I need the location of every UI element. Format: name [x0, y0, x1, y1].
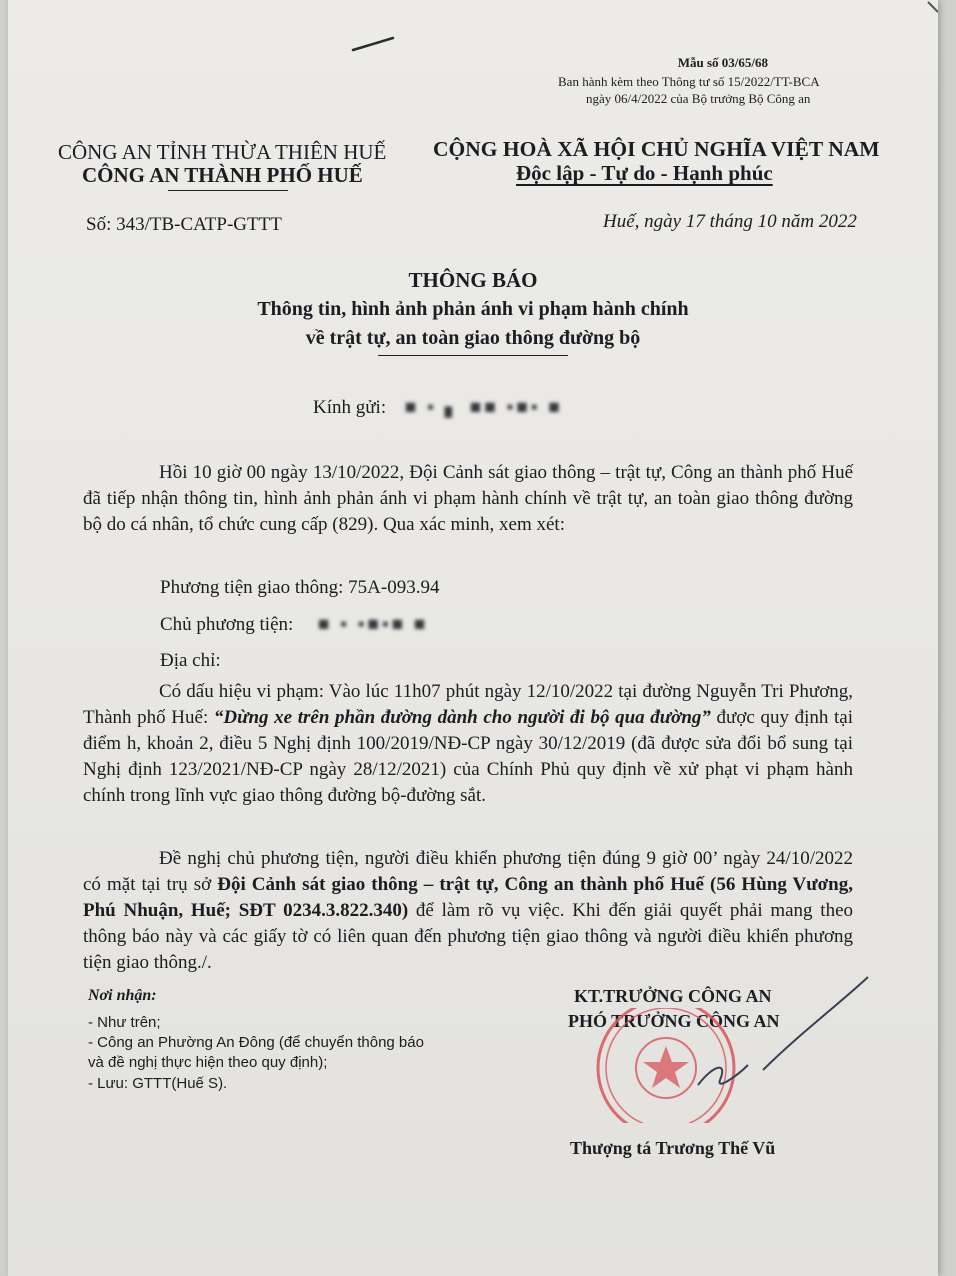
form-number: Mẫu số 03/65/68: [677, 55, 768, 70]
signature-authority-1: KT.TRƯỞNG CÔNG AN: [574, 986, 772, 1006]
recipient-name-redacted: ■ ▪ ▖ ■■ ▪■▪ ■: [404, 397, 563, 418]
summons-intro: Đề nghị chủ phương tiện, người điều khiển phương tiện đúng 9 giờ 00’ ngày 24/10/2022 có mặt tại trụ sở: [83, 848, 853, 895]
document-number: Số: 343/TB-CATP-GTTT: [86, 214, 282, 235]
pen-mark: [8, 0, 938, 80]
recipient-line: [313, 396, 563, 419]
document-subtitle-2: về trật tự, an toàn giao thông đường bộ: [305, 327, 641, 349]
summons-location: Đội Cảnh sát giao thông – trật tự, Công an thành phố Huế (56 Hùng Vương, Phú Nhuận, Huế; SĐT 0234.3.822.340): [83, 874, 853, 921]
title-underline: [378, 355, 568, 356]
summons-instructions: để làm rõ vụ việc. Khi đến giải quyết phải mang theo thông báo này và các giấy tờ có liên quan đến phương tiện giao thông và người điều khiển phương tiện giao thông./.: [83, 900, 853, 973]
recipients-item-2-cont: và đề nghị thực hiện theo quy định);: [88, 1054, 328, 1071]
form-issued-line-2: ngày 06/4/2022 của Bộ trưởng Bộ Công an: [586, 91, 811, 106]
agency-underline: [168, 190, 288, 191]
owner-line: [160, 614, 428, 636]
paragraph-intro-text: Hồi 10 giờ 00 ngày 13/10/2022, Đội Cảnh sát giao thông – trật tự, Công an thành phố Huế đã tiếp nhận thông tin, hình ảnh phản ánh vi phạm hành chính về trật tự, an toàn giao thông đường bộ do cá nhân, tổ chức cung cấp (829). Qua xác minh, xem xét:: [83, 462, 853, 535]
violation-intro: Có dấu hiệu vi phạm: Vào lúc 11h07 phút ngày 12/10/2022 tại đường Nguyễn Tri Phương, Thành phố Huế:: [83, 681, 853, 728]
place-and-date: Huế, ngày 17 tháng 10 năm 2022: [603, 211, 857, 232]
recipient-label: Kính gửi:: [313, 397, 387, 418]
owner-name-redacted: ■ ▪ ▪■▪■ ■: [318, 614, 429, 635]
signature-authority-2: PHÓ TRƯỞNG CÔNG AN: [568, 1011, 780, 1031]
national-motto: Độc lập - Tự do - Hạnh phúc: [516, 161, 773, 185]
form-issued-line-1: Ban hành kèm theo Thông tư số 15/2022/TT-BCA: [558, 74, 820, 89]
owner-label: Chủ phương tiện:: [160, 614, 294, 635]
recipients-item-1: - Như trên;: [88, 1014, 161, 1031]
violation-legal-basis: được quy định tại điểm h, khoản 2, điều 5 Nghị định 100/2019/NĐ-CP ngày 30/12/2019 (đã được sửa đổi bổ sung tại Nghị định 123/2021/NĐ-CP ngày 28/12/2021) của Chính Phủ quy định về xử phạt vi phạm hành chính trong lĩnh vực giao thông đường bộ-đường sắt.: [83, 707, 853, 806]
recipients-item-3: - Lưu: GTTT(Huế S).: [88, 1075, 228, 1092]
violation-description: “Dừng xe trên phần đường dành cho người đi bộ qua đường”: [213, 707, 711, 728]
document-page: [8, 0, 938, 1276]
vehicle-line: Phương tiện giao thông: 75A-093.94: [160, 577, 440, 598]
paragraph-summons: [83, 846, 853, 976]
handwritten-signature: [668, 965, 928, 1105]
national-title: CỘNG HOÀ XÃ HỘI CHỦ NGHĨA VIỆT NAM: [433, 137, 880, 161]
document-title: THÔNG BÁO: [408, 268, 538, 292]
paragraph-intro: [83, 460, 853, 538]
recipients-item-2: - Công an Phường An Đông (để chuyển thông báo: [88, 1034, 424, 1051]
signer-name: Thượng tá Trương Thế Vũ: [570, 1138, 776, 1158]
document-subtitle-1: Thông tin, hình ảnh phản ánh vi phạm hành chính: [257, 298, 689, 320]
paragraph-violation: [83, 679, 853, 809]
address-line: Địa chỉ:: [160, 650, 221, 671]
agency-name: CÔNG AN THÀNH PHỐ HUẾ: [82, 163, 363, 187]
agency-parent: CÔNG AN TỈNH THỪA THIÊN HUẾ: [58, 140, 387, 164]
recipients-heading: Nơi nhận:: [88, 987, 157, 1004]
